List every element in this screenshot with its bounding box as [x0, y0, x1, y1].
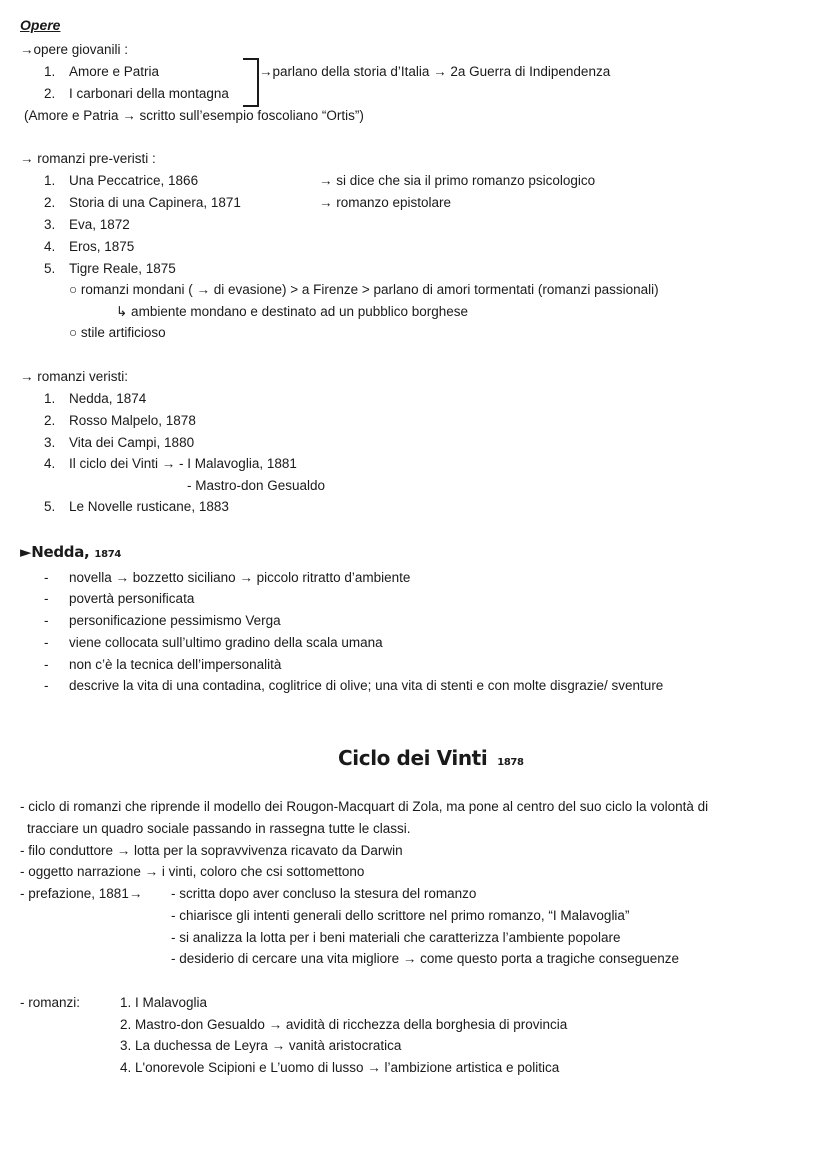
nedda-dash-2: - — [44, 591, 49, 606]
preveristi-note-1: → si dice che sia il primo romanzo psicologico — [319, 173, 596, 188]
veristi-num-1: 1. — [44, 391, 56, 406]
ciclo-year: 1878 — [497, 757, 524, 768]
preveristi-num-3: 3. — [44, 217, 56, 232]
preveristi-item-5: Tigre Reale, 1875 — [69, 261, 176, 276]
preveristi-num-1: 1. — [44, 173, 56, 188]
preveristi-item-1: Una Peccatrice, 1866 — [69, 173, 199, 188]
veristi-num-3: 3. — [44, 435, 56, 450]
preveristi-heading: → romanzi pre-veristi : — [20, 151, 156, 166]
nedda-year: 1874 — [94, 549, 122, 560]
preveristi-sub-stile: ○ stile artificioso — [69, 325, 166, 340]
prefazione-item-1: - scritta dopo aver concluso la stesura del romanzo — [171, 886, 477, 901]
section-title-nedda — [20, 543, 121, 564]
ciclo-line-2: - filo conduttore → lotta per la sopravvivenza ricavato da Darwin — [20, 843, 403, 858]
nedda-dash-1: - — [44, 570, 49, 585]
giovanili-num-1: 1. — [44, 64, 56, 79]
section-title-opere: Opere — [20, 17, 61, 33]
nedda-bullet-5: non c’è la tecnica dell’impersonalità — [69, 657, 282, 672]
ciclo-title: Ciclo dei Vinti — [338, 746, 488, 770]
preveristi-sub-mondani: ○ romanzi mondani ( → di evasione) > a Firenze > parlano di amori tormentati (romanzi passionali) — [69, 282, 659, 297]
romanzi-item-1: 1. I Malavoglia — [120, 995, 208, 1010]
ciclo-line-1b: tracciare un quadro sociale passando in rassegna tutte le classi. — [27, 821, 411, 836]
section-title-ciclo — [338, 745, 524, 776]
preveristi-sub-ambiente: ↳ ambiente mondano e destinato ad un pubblico borghese — [116, 304, 469, 319]
bracket-divider — [243, 58, 259, 107]
giovanili-num-2: 2. — [44, 86, 56, 101]
nedda-bullet-2: povertà personificata — [69, 591, 195, 606]
preveristi-item-4: Eros, 1875 — [69, 239, 135, 254]
prefazione-item-2: - chiarisce gli intenti generali dello scrittore nel primo romanzo, “I Malavoglia” — [171, 908, 630, 923]
veristi-heading: → romanzi veristi: — [20, 369, 129, 384]
nedda-bullet-1: novella → bozzetto siciliano → piccolo ritratto d’ambiente — [69, 570, 411, 585]
romanzi-label: - romanzi: — [20, 995, 81, 1010]
veristi-item-5: Le Novelle rusticane, 1883 — [69, 499, 229, 514]
nedda-dash-5: - — [44, 657, 49, 672]
romanzi-item-3: 3. La duchessa de Leyra → vanità aristocratica — [120, 1038, 402, 1053]
giovanili-note: →parlano della storia d’Italia → 2a Guerra di Indipendenza — [259, 64, 611, 79]
romanzi-item-4: 4. L'onorevole Scipioni e L’uomo di lusso → l’ambizione artistica e politica — [120, 1060, 560, 1075]
veristi-num-5: 5. — [44, 499, 56, 514]
romanzi-item-2: 2. Mastro-don Gesualdo → avidità di ricchezza della borghesia di provincia — [120, 1017, 568, 1032]
prefazione-label: - prefazione, 1881→ — [20, 886, 143, 901]
veristi-num-2: 2. — [44, 413, 56, 428]
preveristi-num-4: 4. — [44, 239, 56, 254]
prefazione-item-3: - si analizza la lotta per i beni materiali che caratterizza l’ambiente popolare — [171, 930, 621, 945]
nedda-bullet-6: descrive la vita di una contadina, coglitrice di olive; una vita di stenti e con molte disgrazie/ sventure — [69, 678, 664, 693]
veristi-item-1: Nedda, 1874 — [69, 391, 147, 406]
ciclo-line-1a: - ciclo di romanzi che riprende il modello dei Rougon-Macquart di Zola, ma pone al centro del suo ciclo la volontà di — [20, 799, 709, 814]
preveristi-num-5: 5. — [44, 261, 56, 276]
preveristi-item-3: Eva, 1872 — [69, 217, 130, 232]
nedda-dash-4: - — [44, 635, 49, 650]
prefazione-item-4: - desiderio di cercare una vita migliore → come questo porta a tragiche conseguenze — [171, 951, 680, 966]
preveristi-item-2: Storia di una Capinera, 1871 — [69, 195, 241, 210]
preveristi-note-2: → romanzo epistolare — [319, 195, 452, 210]
veristi-item-3: Vita dei Campi, 1880 — [69, 435, 195, 450]
giovanili-aside: (Amore e Patria → scritto sull’esempio foscoliano “Ortis”) — [24, 108, 364, 123]
nedda-bullet-3: personificazione pessimismo Verga — [69, 613, 281, 628]
veristi-item-2: Rosso Malpelo, 1878 — [69, 413, 196, 428]
nedda-bullet-4: viene collocata sull’ultimo gradino della scala umana — [69, 635, 383, 650]
nedda-title: ►Nedda, — [20, 543, 90, 561]
giovanili-item-2: I carbonari della montagna — [69, 86, 229, 101]
giovanili-item-1: Amore e Patria — [69, 64, 160, 79]
veristi-num-4: 4. — [44, 456, 56, 471]
nedda-dash-3: - — [44, 613, 49, 628]
preveristi-num-2: 2. — [44, 195, 56, 210]
veristi-item-4: Il ciclo dei Vinti → - I Malavoglia, 1881 — [69, 456, 297, 471]
giovanili-heading: →opere giovanili : — [20, 42, 129, 57]
nedda-dash-6: - — [44, 678, 49, 693]
ciclo-line-3: - oggetto narrazione → i vinti, coloro che csi sottomettono — [20, 864, 365, 879]
veristi-item-4b: - Mastro-don Gesualdo — [187, 478, 326, 493]
